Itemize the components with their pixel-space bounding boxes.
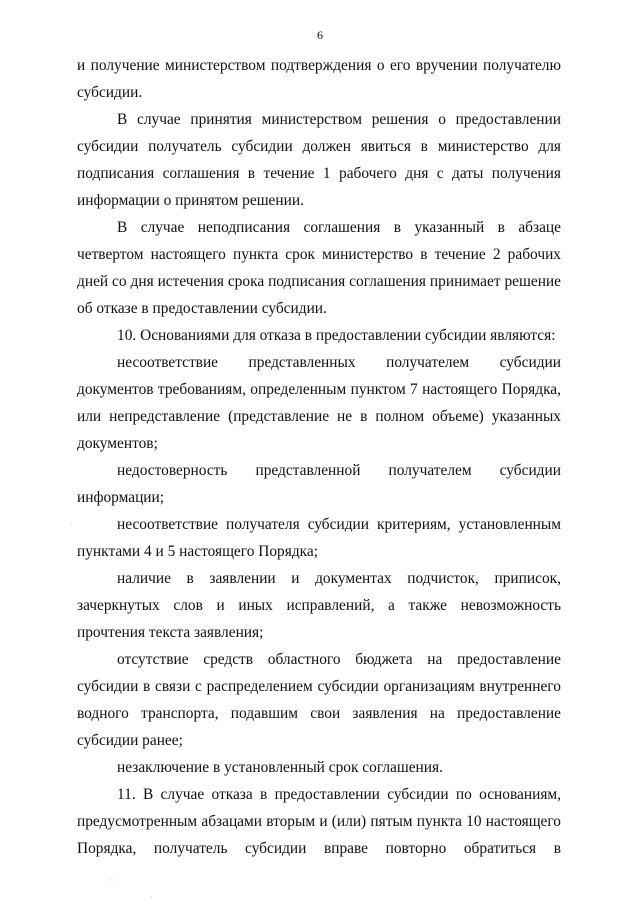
paragraph-5: несоответствие представленных получателем субсидии документов требованиям, определенным пунктом 7 настоящего Порядка, или непредставление (представление не в полном объеме) указанных документов; bbox=[77, 354, 561, 452]
page-number: 6 bbox=[317, 28, 323, 42]
paragraph-7: несоответствие получателя субсидии критериям, установленным пунктами 4 и 5 настоящего Порядка; bbox=[77, 516, 561, 560]
paragraph-4: 10. Основаниями для отказа в предоставлении субсидии являются: bbox=[117, 327, 556, 344]
paragraph-8: наличие в заявлении и документах подчисток, приписок, зачеркнутых слов и иных исправлений, а также невозможность прочтения текста заявления; bbox=[77, 570, 561, 641]
scan-speck: · bbox=[70, 519, 73, 529]
paragraph-6: недостоверность представленной получателем субсидии информации; bbox=[77, 462, 561, 506]
scan-speck: · · bbox=[110, 876, 119, 886]
paragraph-3: В случае неподписания соглашения в указанный в абзаце четвертом настоящего пункта срок министерство в течение 2 рабочих дней со дня истечения срока подписания соглашения принимает решение об отказе в предоставлении субсидии. bbox=[77, 219, 561, 317]
document-body bbox=[77, 52, 561, 862]
paragraph-2: В случае принятия министерством решения о предоставлении субсидии получатель субсидии должен явиться в министерство для подписания соглашения в течение 1 рабочего дня с даты получения информации о принятом решении. bbox=[77, 111, 561, 209]
paragraph-11: 11. В случае отказа в предоставлении субсидии по основаниям, предусмотренным абзацами вторым и (или) пятым пункта 10 настоящего Порядка, получатель субсидии вправе повторно обратиться в bbox=[77, 786, 561, 857]
paragraph-10: незаключение в установленный срок соглашения. bbox=[117, 759, 443, 776]
paragraph-9: отсутствие средств областного бюджета на предоставление субсидии в связи с распределением субсидии организациям внутреннего водного транспорта, подавшим свои заявления на предоставление субсидии ранее; bbox=[77, 651, 561, 749]
paragraph-1: и получение министерством подтверждения о его вручении получателю субсидии. bbox=[77, 57, 561, 101]
scan-speck: · bbox=[150, 893, 153, 903]
